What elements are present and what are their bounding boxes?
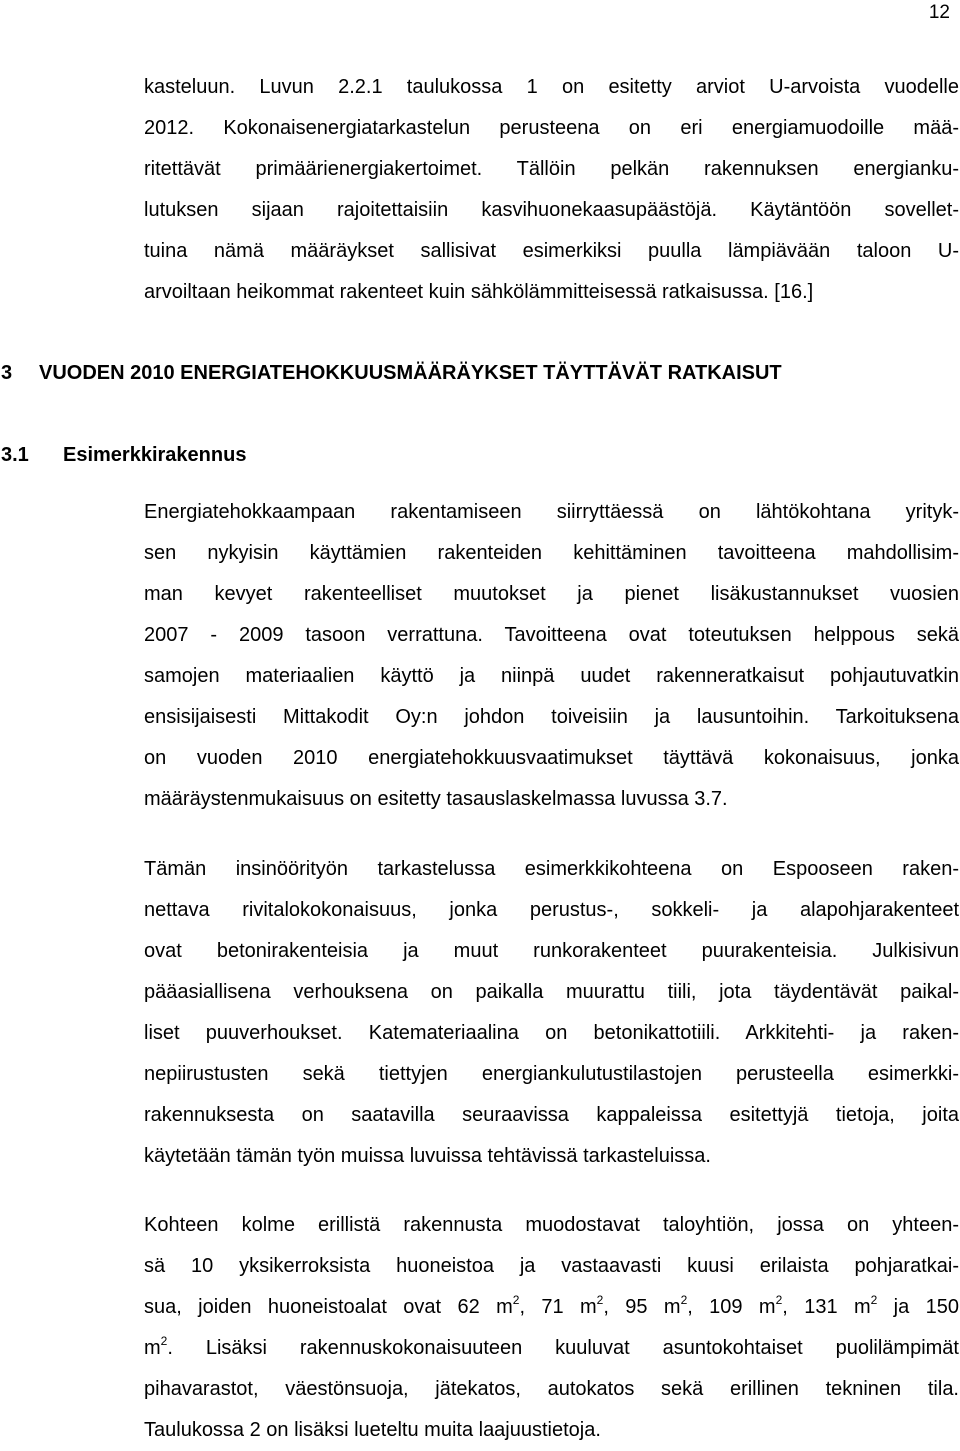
subsection-number: 3.1 [1, 444, 29, 466]
text-line: kasteluun. Luvun 2.2.1 taulukossa 1 on esitetty arviot U-arvoista vuodelle [144, 76, 959, 98]
paragraph-target-site [144, 849, 959, 1177]
text-line: Energiatehokkaampaan rakentamiseen siirryttäessä on lähtökohtana yrityk- [144, 501, 959, 523]
text-line: liset puuverhoukset. Katemateriaalina on betonikattotiili. Arkkitehti- ja raken- [144, 1022, 959, 1044]
text-line: nepiirustusten sekä tiettyjen energiankulutustilastojen perusteella esimerkki- [144, 1063, 959, 1085]
text-line: samojen materiaalien käyttö ja niinpä uudet rakenneratkaisut pohjautuvatkin [144, 665, 959, 687]
paragraph-example-building [144, 492, 959, 820]
section-number: 3 [1, 362, 13, 384]
text-line-areas: sua, joiden huoneistoalat ovat 62 $m^2$, 71 $m^2$, 95 $m^2$, 109 $m^2$, 131 $m^2$ ja 150 [144, 1293, 959, 1318]
text-line: 2012. Kokonaisenergiatarkastelun perusteena on eri energiamuodoille mää- [144, 117, 959, 139]
text-line: 2007 - 2009 tasoon verrattuna. Tavoitteena ovat toteutuksen helppous sekä [144, 624, 959, 646]
text-line: sä 10 yksikerroksista huoneistoa ja vastaavasti kuusi erilaista pohjaratkai- [144, 1255, 959, 1277]
text-line: Kohteen kolme erillistä rakennusta muodostavat taloyhtiön, jossa on yhteen- [144, 1214, 959, 1236]
text-line: man kevyet rakenteelliset muutokset ja pienet lisäkustannukset vuosien [144, 583, 959, 605]
text-line-areas-continued: $m^2$. Lisäksi rakennuskokonaisuuteen kuuluvat asuntokohtaiset puolilämpimät [144, 1334, 959, 1359]
subsection-title: Esimerkkirakennus [63, 444, 247, 466]
section-heading [1, 362, 782, 385]
text-line: on vuoden 2010 energiatehokkuusvaatimukset täyttävä kokonaisuus, jonka [144, 747, 959, 769]
subsection-heading [1, 444, 246, 467]
text-line: nettava rivitalokokonaisuus, jonka perustus-, sokkeli- ja alapohjarakenteet [144, 899, 959, 921]
text-line: käytetään tämän työn muissa luvuissa tehtävissä tarkasteluissa. [144, 1145, 711, 1167]
text-line: ritettävät primäärienergiakertoimet. Tällöin pelkän rakennuksen energianku- [144, 158, 959, 180]
paragraph-housing-units [144, 1205, 959, 1451]
text-line: rakennuksesta on saatavilla seuraavissa kappaleissa esitettyjä tietoja, joita [144, 1104, 959, 1126]
text-line: pihavarastot, väestönsuoja, jätekatos, autokatos sekä erillinen tekninen tila. [144, 1378, 959, 1400]
text-line: arvoiltaan heikommat rakenteet kuin sähkölämmitteisessä ratkaisussa. [16.] [144, 281, 814, 303]
text-line: Taulukossa 2 on lisäksi lueteltu muita laajuustietoja. [144, 1419, 601, 1441]
text-line: tuina nämä määräykset sallisivat esimerkiksi puulla lämpiävään taloon U- [144, 240, 959, 262]
section-title: VUODEN 2010 ENERGIATEHOKKUUSMÄÄRÄYKSET TÄYTTÄVÄT RATKAISUT [39, 362, 782, 384]
text-line: ensisijaisesti Mittakodit Oy:n johdon toiveisiin ja lausuntoihin. Tarkoituksena [144, 706, 959, 728]
text-line: määräystenmukaisuus on esitetty tasauslaskelmassa luvussa 3.7. [144, 788, 728, 810]
intro-paragraph [144, 67, 959, 313]
text-line: Tämän insinöörityön tarkastelussa esimerkkikohteena on Espooseen raken- [144, 858, 959, 880]
text-line: sen nykyisin käyttämien rakenteiden kehittäminen tavoitteena mahdollisim- [144, 542, 959, 564]
text-line: lutuksen sijaan rajoitettaisiin kasvihuonekaasupäästöjä. Käytäntöön sovellet- [144, 199, 959, 221]
page-number: 12 [928, 2, 950, 23]
text-line: pääasiallisena verhouksena on paikalla muurattu tiili, jota täydentävät paikal- [144, 981, 959, 1003]
text-line: ovat betonirakenteisia ja muut runkorakenteet puurakenteisia. Julkisivun [144, 940, 959, 962]
